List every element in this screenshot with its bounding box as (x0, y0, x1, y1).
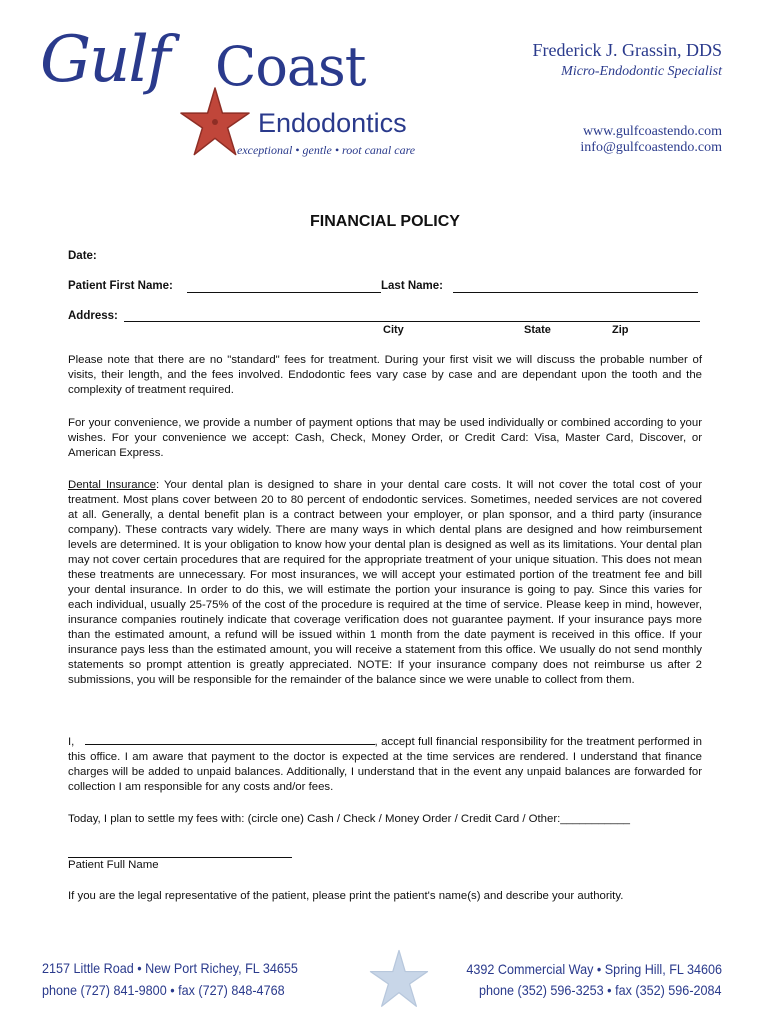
zip-label: Zip (612, 324, 629, 336)
responsibility-paragraph (68, 734, 702, 795)
page-title: FINANCIAL POLICY (310, 213, 460, 230)
dental-insurance-paragraph (68, 478, 702, 688)
patient-full-name-label: Patient Full Name (68, 859, 159, 871)
address-field[interactable] (124, 321, 700, 322)
state-label: State (524, 324, 551, 336)
last-name-label: Last Name: (381, 280, 443, 292)
logo-word-endodontics: Endodontics (258, 108, 407, 138)
first-name-label: Patient First Name: (68, 280, 173, 292)
dental-insurance-heading: Dental Insurance (68, 479, 156, 491)
footer-left-address: 2157 Little Road • New Port Richey, FL 34655 (42, 960, 298, 976)
payment-options-paragraph: For your convenience, we provide a number of payment options that may be used individually or combined according to your wishes. For your convenience we accept: Cash, Check, Money Order, or Credit Card: Visa, Master Card, Discover, or American Express. (68, 417, 702, 459)
settle-fees-paragraph: Today, I plan to settle my fees with: (circle one) Cash / Check / Money Order / Credit Card / Other:___________ (68, 813, 630, 825)
city-label: City (383, 324, 404, 336)
footer-left-phone: phone (727) 841-9800 • fax (727) 848-4768 (42, 982, 285, 998)
website-link[interactable]: www.gulfcoastendo.com (582, 124, 722, 139)
responsible-party-field[interactable] (85, 734, 375, 745)
logo-word-coast: Coast (215, 35, 366, 98)
starfish-watermark-icon (368, 946, 430, 1012)
dental-insurance-body: : Your dental plan is designed to share in your dental care costs. It will not cover the total cost of your treatment. Most plans cover between 20 to 80 percent of endodontic services. Sometimes, needed services are not covered at all. Generally, a dental benefit plan is a contract between your employer, or plan sponsor, and a third party (insurance company). These contracts vary widely. There are many ways in which dental plans are designed and how reimbursement levels are determined. It is your obligation to know how your dental plan is designed as well as its limitations. Your dental plan may not cover certain procedures that are required for the appropriate treatment of your unique situation. This does not mean these treatments are unnecessary. For most insurances, we will accept your estimated portion of the treatment fee and bill your dental insurance. In order to do this, we will estimate the portion your insurance is going to pay. Since this varies for each individual, usually 25-75% of the cost of the procedure is required at the time of service. Please keep in mind, however, insurance companies routinely indicate that coverage verification does not guarantee payment. If your insurance pays more than the estimated amount, a refund will be issued within 1 month from the date payment is received in this office. If your insurance pays less than the estimated amount, you will receive a statement from this office. We usually do not send monthly statements so prompt attention is greatly appreciated. NOTE: If your insurance company does not reimburse us after 2 submissions, you will be responsible for the remainder of the balance since we were unable to collect from them. (68, 479, 702, 686)
patient-full-name-field[interactable] (68, 857, 292, 858)
last-name-field[interactable] (453, 292, 698, 293)
legal-representative-paragraph: If you are the legal representative of the patient, please print the patient's name(s) and describe your authority. (68, 890, 624, 902)
first-name-field[interactable] (187, 292, 381, 293)
date-label: Date: (68, 250, 97, 262)
doctor-name: Frederick J. Grassin, DDS (532, 40, 722, 60)
email-link[interactable]: info@gulfcoastendo.com (580, 140, 722, 155)
address-label: Address: (68, 310, 118, 322)
fees-paragraph: Please note that there are no "standard" fees for treatment. During your first visit we will discuss the probable number of visits, their length, and the fees involved. Endodontic fees vary case by case and are dependant upon the tooth and the complexity of treatment required. (68, 354, 702, 396)
doctor-title: Micro-Endodontic Specialist (561, 64, 722, 79)
footer-right-address: 4392 Commercial Way • Spring Hill, FL 34606 (466, 961, 722, 977)
responsibility-prefix: I, (68, 736, 75, 748)
logo-tagline: exceptional • gentle • root canal care (237, 143, 416, 157)
responsibility-body: , accept full financial responsibility for the treatment performed in this office. I am aware that payment to the doctor is expected at the time services are rendered. I understand that finance charges will be added to unpaid balances. Additionally, I understand that in the event any unpaid balances are forwarded for collection I am responsible for any costs and/or fees. (68, 736, 702, 793)
footer-right-phone: phone (352) 596-3253 • fax (352) 596-2084 (479, 982, 722, 998)
logo-word-gulf: Gulf (40, 23, 169, 97)
